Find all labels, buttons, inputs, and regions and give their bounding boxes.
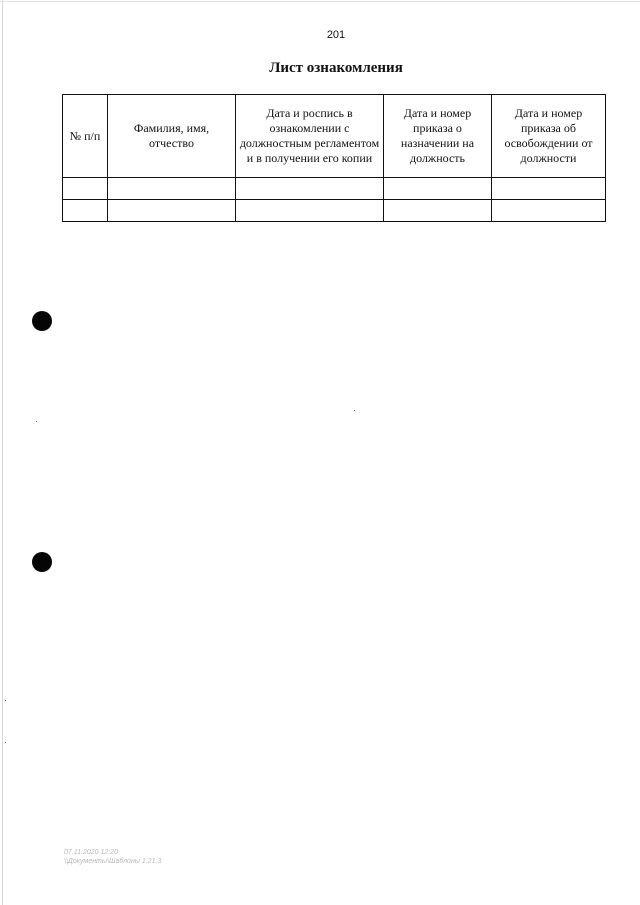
table-cell[interactable] [384, 178, 492, 200]
footer-stamp-line-1: 07.11.2020 12:20 [64, 849, 118, 856]
header-signature-date: Дата и роспись в ознакомлении с должностным регламентом и в получении его копии [236, 95, 384, 178]
page-edge-top [0, 1, 640, 2]
scan-speck [5, 742, 6, 743]
hole-punch-bottom [32, 552, 52, 572]
table-cell[interactable] [108, 200, 236, 222]
scan-speck [36, 421, 37, 422]
scan-speck [5, 700, 6, 701]
table-cell[interactable] [63, 200, 108, 222]
table-cell[interactable] [108, 178, 236, 200]
table-cell[interactable] [384, 200, 492, 222]
document-title: Лист ознакомления [269, 60, 403, 76]
table-row [63, 200, 606, 222]
hole-punch-top [32, 311, 52, 331]
header-number: № п/п [63, 95, 108, 178]
table-cell[interactable] [236, 178, 384, 200]
acknowledgement-table [62, 94, 606, 222]
page-edge-left [2, 0, 3, 905]
table-cell[interactable] [492, 200, 606, 222]
table-cell[interactable] [236, 200, 384, 222]
table-cell[interactable] [492, 178, 606, 200]
page-number: 201 [326, 29, 346, 41]
table-cell[interactable] [63, 178, 108, 200]
table-header-row [63, 95, 606, 178]
header-appointment-order: Дата и номер приказа о назначении на должность [384, 95, 492, 178]
scan-speck [354, 410, 355, 411]
header-dismissal-order: Дата и номер приказа об освобождении от должности [492, 95, 606, 178]
header-full-name: Фамилия, имя, отчество [108, 95, 236, 178]
footer-stamp-line-2: \\Документы\Шаблоны 1.21.3 [64, 858, 162, 865]
table-row [63, 178, 606, 200]
